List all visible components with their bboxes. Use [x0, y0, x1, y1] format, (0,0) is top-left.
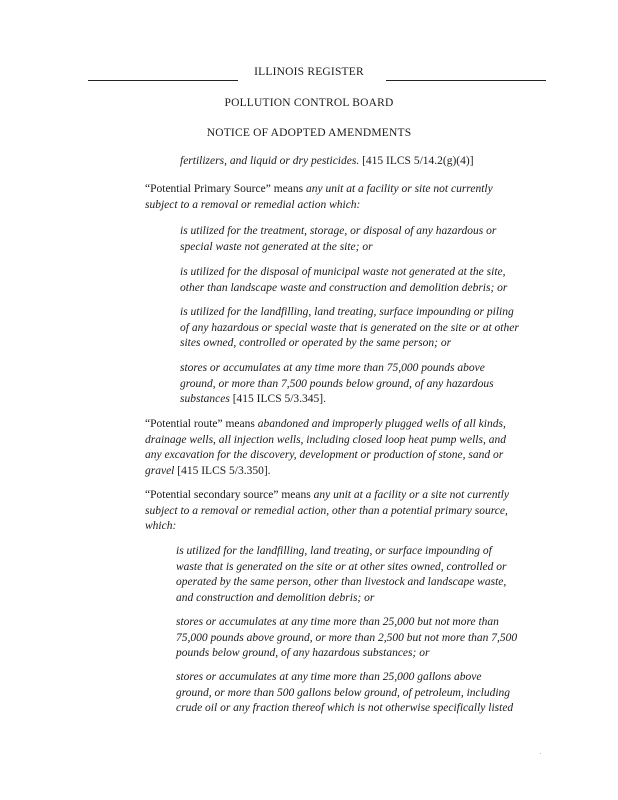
primary-citation: [415 ILCS 5/3.345].	[229, 393, 326, 405]
continued-citation: [415 ILCS 5/14.2(g)(4)]	[359, 155, 474, 167]
route-citation: [415 ILCS 5/3.350].	[174, 464, 271, 477]
primary-item-line: is utilized for the treatment, storage, or disposal of any hazardous or	[180, 225, 497, 237]
secondary-term: “Potential secondary source” means	[145, 489, 311, 501]
secondary-item-3	[176, 670, 513, 717]
header-rule-right	[386, 80, 546, 81]
header-rule-left	[88, 80, 238, 81]
secondary-item-line: pounds below ground, of any hazardous substances; or	[176, 647, 430, 659]
secondary-source-definition	[145, 488, 509, 535]
secondary-item-line: waste that is generated on the site or at other sites owned, controlled or	[176, 560, 507, 573]
secondary-item-2	[176, 615, 517, 662]
secondary-item-line: is utilized for the landfilling, land treating, or surface impounding of	[176, 545, 492, 557]
scan-speck: .	[540, 750, 542, 756]
route-line-1	[145, 417, 506, 433]
primary-item-line: other than landscape waste and construction and demolition debris; or	[180, 281, 508, 294]
secondary-def-3: which:	[145, 520, 177, 532]
potential-route-definition	[145, 417, 506, 479]
primary-item-line: ground, or more than 7,500 pounds below ground, of any hazardous	[180, 377, 494, 390]
primary-def-1: any unit at a facility or site not currently	[303, 183, 493, 195]
continued-text	[180, 154, 474, 170]
secondary-item-1	[176, 544, 507, 606]
secondary-item-line: crude oil or any fraction thereof which is not otherwise specifically listed	[176, 702, 514, 714]
secondary-def-1: any unit at a facility or a site not currently	[310, 489, 509, 501]
route-def-1: abandoned and improperly plugged wells of all kinds,	[254, 418, 506, 430]
primary-item-line: stores or accumulates at any time more than 75,000 pounds above	[180, 362, 485, 374]
route-line-4	[145, 464, 506, 480]
continued-italic: fertilizers, and liquid or dry pesticides.	[180, 155, 360, 167]
secondary-item-line: operated by the same person, other than livestock and landscape waste,	[176, 576, 507, 588]
primary-term: “Potential Primary Source” means	[145, 183, 304, 195]
primary-item-1	[180, 224, 496, 255]
primary-item-4	[180, 361, 494, 408]
primary-item-line: special waste not generated at the site; or	[180, 240, 373, 253]
route-last-text: gravel	[145, 464, 175, 477]
route-line-3: any excavation for the discovery, development or production of stone, sand or	[145, 449, 504, 461]
secondary-item-line: stores or accumulates at any time more than 25,000 gallons above	[176, 671, 482, 683]
board-title: POLLUTION CONTROL BOARD	[224, 97, 394, 109]
route-term: “Potential route” means	[145, 418, 255, 430]
register-title: ILLINOIS REGISTER	[254, 66, 364, 78]
primary-item-line: of any hazardous or special waste that is generated on the site or at other	[180, 321, 519, 334]
primary-item-3	[180, 305, 519, 352]
primary-item-line: is utilized for the landfilling, land treating, surface impounding or piling	[180, 306, 514, 318]
route-line-2: drainage wells, all injection wells, including closed loop heat pump wells, and	[145, 433, 506, 446]
primary-item-line: sites owned, controlled or operated by the same person; or	[180, 337, 452, 349]
primary-last-text: substances	[180, 393, 230, 405]
secondary-def-2: subject to a removal or remedial action, other than a potential primary source,	[145, 504, 508, 517]
primary-item-line-last	[180, 392, 494, 408]
primary-item-2	[180, 265, 507, 296]
secondary-item-line: 75,000 pounds above ground, or more than 2,500 but not more than 7,500	[176, 631, 518, 644]
primary-def-2: subject to a removal or remedial action which:	[145, 198, 361, 211]
secondary-item-line: and construction and demolition debris; or	[176, 591, 375, 604]
secondary-item-line: ground, or more than 500 gallons below ground, of petroleum, including	[176, 686, 511, 699]
notice-title: NOTICE OF ADOPTED AMENDMENTS	[206, 127, 412, 139]
secondary-item-line: stores or accumulates at any time more than 25,000 but not more than	[176, 616, 499, 628]
secondary-line	[145, 488, 509, 504]
primary-item-line: is utilized for the disposal of municipal waste not generated at the site,	[180, 266, 506, 278]
primary-source-definition	[145, 182, 493, 213]
primary-line	[145, 182, 493, 198]
